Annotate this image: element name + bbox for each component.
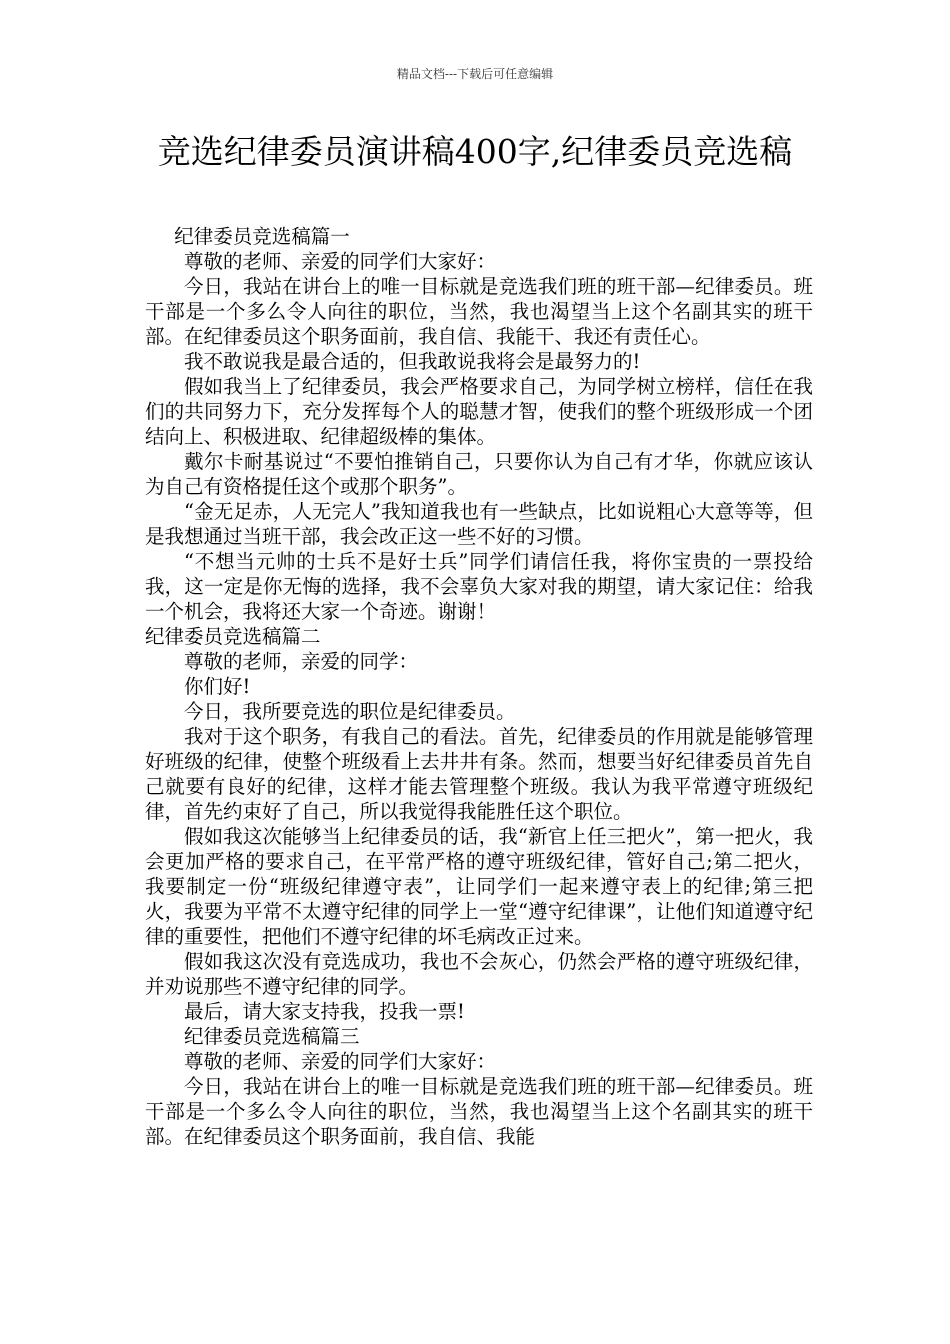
section-heading: 纪律委员竞选稿篇三 xyxy=(184,1025,360,1048)
paragraph: 戴尔卡耐基说过“不要怕推销自己，只要你认为自己有才华，你就应该认为自己有资格提任这个或那个职务”。 xyxy=(145,450,813,498)
header-note: 精品文档---下载后可任意编辑 xyxy=(396,67,554,81)
document-body xyxy=(145,224,813,1149)
paragraph: 假如我当上了纪律委员，我会严格要求自己，为同学树立榜样，信任在我们的共同努力下，充分发挥每个人的聪慧才智，使我们的整个班级形成一个团结向上、积极进取、纪律超级棒的集体。 xyxy=(145,375,813,448)
paragraph: 尊敬的老师，亲爱的同学： xyxy=(184,650,419,673)
paragraph: 今日，我站在讲台上的唯一目标就是竞选我们班的班干部—纪律委员。班干部是一个多么令人向往的职位，当然，我也渴望当上这个名副其实的班干部。在纪律委员这个职务面前，我自信、我能 xyxy=(145,1075,813,1148)
section-heading: 纪律委员竞选稿篇一 xyxy=(174,225,350,248)
paragraph: 尊敬的老师、亲爱的同学们大家好： xyxy=(184,250,497,273)
paragraph: 最后，请大家支持我，投我一票! xyxy=(184,1000,465,1023)
paragraph: 我对于这个职务，有我自己的看法。首先，纪律委员的作用就是能够管理好班级的纪律，使整个班级看上去井井有条。然而，想要当好纪律委员首先自己就要有良好的纪律，这样才能去管理整个班级。我认为我平常遵守班级纪律，首先约束好了自己，所以我觉得我能胜任这个职位。 xyxy=(145,725,813,823)
paragraph: 今日，我所要竞选的职位是纪律委员。 xyxy=(184,700,516,723)
paragraph: 假如我这次能够当上纪律委员的话，我“新官上任三把火”，第一把火，我会更加严格的要求自己，在平常严格的遵守班级纪律，管好自己;第二把火，我要制定一份“班级纪律遵守表”，让同学们一起来遵守表上的纪律;第三把火，我要为平常不太遵守纪律的同学上一堂“遵守纪律课”，让他们知道遵守纪律的重要性，把他们不遵守纪律的坏毛病改正过来。 xyxy=(145,825,813,948)
document-title: 竞选纪律委员演讲稿400字,纪律委员竞选稿 xyxy=(157,132,793,171)
paragraph: 今日，我站在讲台上的唯一目标就是竞选我们班的班干部—纪律委员。班干部是一个多么令人向往的职位，当然，我也渴望当上这个名副其实的班干部。在纪律委员这个职务面前，我自信、我能干、我还有责任心。 xyxy=(145,275,813,348)
paragraph: 尊敬的老师、亲爱的同学们大家好： xyxy=(184,1050,497,1073)
paragraph: “金无足赤，人无完人”我知道我也有一些缺点，比如说粗心大意等等，但是我想通过当班干部，我会改正这一些不好的习惯。 xyxy=(145,500,813,548)
paragraph: 你们好! xyxy=(184,675,251,698)
section-heading: 纪律委员竞选稿篇二 xyxy=(145,625,321,648)
paragraph: “不想当元帅的士兵不是好士兵”同学们请信任我，将你宝贵的一票投给我，这一定是你无悔的选择，我不会辜负大家对我的期望，请大家记住：给我一个机会，我将还大家一个奇迹。谢谢！ xyxy=(145,550,813,623)
paragraph: 我不敢说我是最合适的，但我敢说我将会是最努力的! xyxy=(184,350,641,373)
paragraph: 假如我这次没有竞选成功，我也不会灰心，仍然会严格的遵守班级纪律，并劝说那些不遵守纪律的同学。 xyxy=(145,950,813,998)
